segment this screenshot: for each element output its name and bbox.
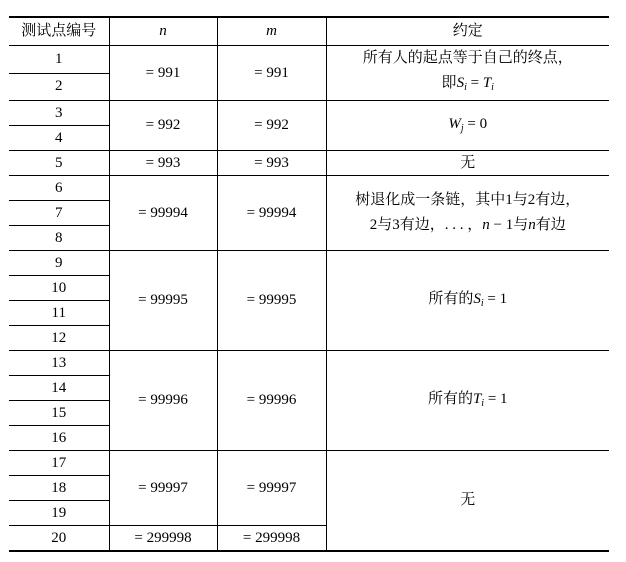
test-id: 1	[9, 46, 109, 74]
n-value: = 99995	[109, 251, 217, 351]
constraint-cell	[326, 46, 609, 101]
n-value: = 299998	[109, 526, 217, 552]
n-value: = 991	[109, 46, 217, 101]
constraint-line: 所有人的起点等于自己的终点，	[362, 50, 573, 66]
constraint-text: = 0	[463, 116, 488, 132]
var-t: T	[482, 75, 492, 91]
constraint-line: 树退化成一条链，其中1与2有边，	[355, 192, 581, 208]
test-id: 7	[9, 201, 109, 226]
constraint-cell: 无	[326, 151, 609, 176]
table-row	[9, 101, 609, 126]
constraint-text: 有边	[535, 217, 566, 233]
var-s: S	[456, 75, 465, 91]
subscript: i	[481, 398, 485, 409]
var-t: T	[472, 391, 482, 407]
header-test-id: 测试点编号	[9, 17, 109, 46]
header-m: m	[217, 17, 326, 46]
constraint-cell	[326, 101, 609, 151]
test-id: 10	[9, 276, 109, 301]
n-value: = 99996	[109, 351, 217, 451]
test-id: 20	[9, 526, 109, 552]
m-value: = 99995	[217, 251, 326, 351]
m-value: = 99996	[217, 351, 326, 451]
test-id: 12	[9, 326, 109, 351]
table-row	[9, 46, 609, 74]
test-id: 9	[9, 251, 109, 276]
n-value: = 992	[109, 101, 217, 151]
test-id: 17	[9, 451, 109, 476]
constraint-line	[327, 213, 610, 238]
table-row	[9, 176, 609, 201]
table-row	[9, 451, 609, 476]
table-row	[9, 151, 609, 176]
n-value: = 99994	[109, 176, 217, 251]
test-id: 6	[9, 176, 109, 201]
m-value: = 99994	[217, 176, 326, 251]
constraint-text: 即	[441, 75, 457, 91]
header-n: n	[109, 17, 217, 46]
constraint-line	[327, 71, 610, 100]
m-value: = 993	[217, 151, 326, 176]
constraint-text: 所有的	[428, 291, 474, 307]
header-row	[9, 17, 609, 46]
test-id: 11	[9, 301, 109, 326]
subscript: i	[491, 82, 494, 93]
m-value: = 991	[217, 46, 326, 101]
test-id: 5	[9, 151, 109, 176]
constraint-text: 2与3有边，. . . ，	[369, 217, 483, 233]
constraint-text: = 1	[484, 391, 508, 407]
test-id: 18	[9, 476, 109, 501]
constraint-cell	[326, 251, 609, 351]
constraint-cell: 无	[326, 451, 609, 552]
test-id: 19	[9, 501, 109, 526]
m-value: = 99997	[217, 451, 326, 526]
constraint-text: − 1与	[489, 217, 529, 233]
table-row	[9, 251, 609, 276]
test-id: 3	[9, 101, 109, 126]
constraint-cell	[326, 351, 609, 451]
var-w: W	[448, 116, 461, 132]
var-n: n	[528, 217, 536, 233]
subscript: j	[460, 123, 464, 134]
test-id: 16	[9, 426, 109, 451]
subscript: i	[464, 82, 467, 93]
var-n: n	[482, 217, 490, 233]
var-s: S	[473, 291, 481, 307]
test-id: 4	[9, 126, 109, 151]
header-constraint: 约定	[326, 17, 609, 46]
test-id: 14	[9, 376, 109, 401]
table-row	[9, 351, 609, 376]
test-id: 13	[9, 351, 109, 376]
test-id: 2	[9, 73, 109, 101]
n-value: = 99997	[109, 451, 217, 526]
test-id: 8	[9, 226, 109, 251]
test-id: 15	[9, 401, 109, 426]
test-case-table	[9, 16, 609, 552]
subscript: i	[480, 298, 484, 309]
constraint-text: 所有的	[427, 391, 473, 407]
constraint-text: = 1	[483, 291, 508, 307]
m-value: = 299998	[217, 526, 326, 552]
equals: =	[466, 75, 483, 91]
m-value: = 992	[217, 101, 326, 151]
constraint-cell	[326, 176, 609, 251]
n-value: = 993	[109, 151, 217, 176]
